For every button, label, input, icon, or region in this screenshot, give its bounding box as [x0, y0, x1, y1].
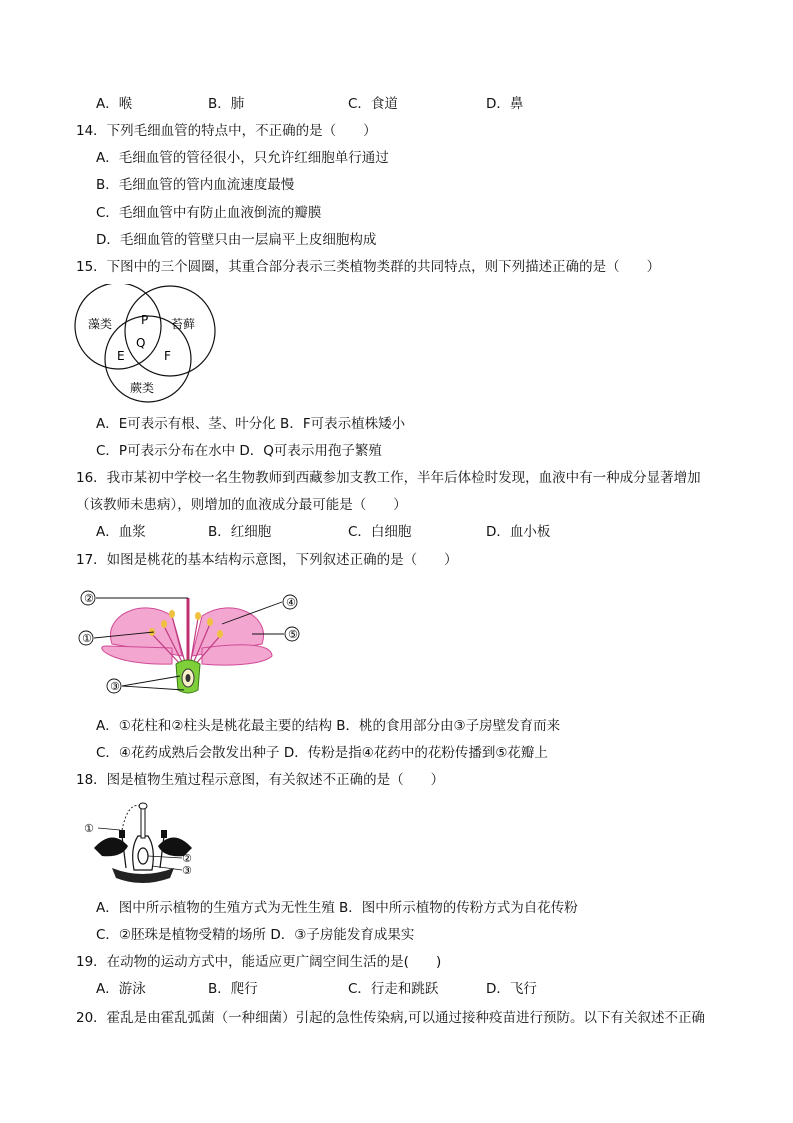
q20-stem: 20．霍乱是由霍乱弧菌（一种细菌）引起的急性传染病,可以通过接种疫苗进行预防。以下有关叙述不正确 [76, 1010, 705, 1026]
q16-stem-line1: 16．我市某初中学校一名生物教师到西藏参加支教工作，半年后体检时发现，血液中有一种成分显著增加 [76, 470, 701, 486]
q17-options-line1: A．①花柱和②柱头是桃花最主要的结构 B．桃的食用部分由③子房壁发育而来 [96, 718, 561, 734]
q16-option-b: B．红细胞 [208, 524, 272, 540]
style [141, 808, 145, 838]
q18-stem: 18．图是植物生殖过程示意图，有关叙述不正确的是（ ） [76, 772, 445, 788]
q14-stem: 14．下列毛细血管的特点中，不正确的是（ ） [76, 123, 377, 139]
ovule [186, 674, 191, 682]
venn-label-fern: 蕨类 [130, 381, 155, 395]
q13-option-b: B．肺 [208, 96, 245, 112]
venn-label-algae: 藻类 [88, 317, 113, 331]
plant-label-3: ③ [182, 864, 192, 877]
plant-label-2: ② [182, 852, 192, 865]
q16-option-a: A．血浆 [96, 524, 146, 540]
q19-stem: 19．在动物的运动方式中，能适应更广阔空间生活的是( ) [76, 954, 442, 970]
q14-option-d: D．毛细血管的管壁只由一层扁平上皮细胞构成 [96, 232, 377, 248]
label-line-1 [98, 828, 120, 830]
anther-left [119, 830, 125, 838]
q17-options-line2: C．④花药成熟后会散发出种子 D．传粉是指④花药中的花粉传播到⑤花瓣上 [96, 745, 548, 761]
venn-label-e: E [117, 349, 125, 363]
flower-label-3: ③ [110, 680, 120, 693]
q13-option-c: C．食道 [348, 96, 398, 112]
flower-label-1: ① [82, 632, 92, 645]
flower-label-4: ④ [286, 596, 296, 609]
plant-label-1: ① [84, 822, 94, 835]
q18-options-line1: A．图中所示植物的生殖方式为无性生殖 B．图中所示植物的传粉方式为自花传粉 [96, 900, 578, 916]
q15-stem: 15．下图中的三个圆圈，其重合部分表示三类植物类群的共同特点，则下列描述正确的是（ ） [76, 259, 661, 275]
q15-options-line2: C．P可表示分布在水中 D．Q可表示用孢子繁殖 [96, 443, 382, 459]
q19-option-b: B．爬行 [208, 981, 258, 997]
flower-label-2: ② [84, 592, 94, 605]
label-line-3 [152, 866, 182, 870]
venn-label-moss: 苔藓 [171, 317, 196, 331]
q14-option-a: A．毛细血管的管径很小，只允许红细胞单行通过 [96, 150, 389, 166]
q16-stem-line2: （该教师未患病），则增加的血液成分最可能是（ ） [76, 497, 407, 513]
anther-right [161, 830, 167, 838]
q16-option-c: C．白细胞 [348, 524, 412, 540]
q15-options-line1: A．E可表示有根、茎、叶分化 B．F可表示植株矮小 [96, 416, 406, 432]
petal-lower-left [102, 646, 172, 664]
q14-option-b: B．毛细血管的管内血流速度最慢 [96, 177, 295, 193]
q13-option-d: D．鼻 [486, 96, 524, 112]
petal-lower-right [202, 645, 272, 665]
flower-label-5: ⑤ [288, 628, 298, 641]
q18-options-line2: C．②胚珠是植物受精的场所 D．③子房能发育成果实 [96, 927, 415, 943]
plant-reproduction-diagram [82, 798, 206, 888]
q19-option-d: D．飞行 [486, 981, 537, 997]
venn-label-f: F [164, 349, 171, 363]
q13-option-a: A．喉 [96, 96, 133, 112]
q14-option-c: C．毛细血管中有防止血液倒流的瓣膜 [96, 205, 322, 221]
q16-option-d: D．血小板 [486, 524, 551, 540]
pollination-arrow [122, 806, 140, 831]
venn-label-q: Q [136, 336, 146, 350]
q19-option-a: A．游泳 [96, 981, 146, 997]
venn-label-p: P [141, 313, 149, 327]
stigma [139, 803, 147, 809]
ovule [138, 848, 148, 864]
q19-option-c: C．行走和跳跃 [348, 981, 439, 997]
venn-diagram [68, 284, 220, 404]
peach-flower-diagram [72, 586, 308, 706]
q17-stem: 17．如图是桃花的基本结构示意图，下列叙述正确的是（ ） [76, 552, 458, 568]
